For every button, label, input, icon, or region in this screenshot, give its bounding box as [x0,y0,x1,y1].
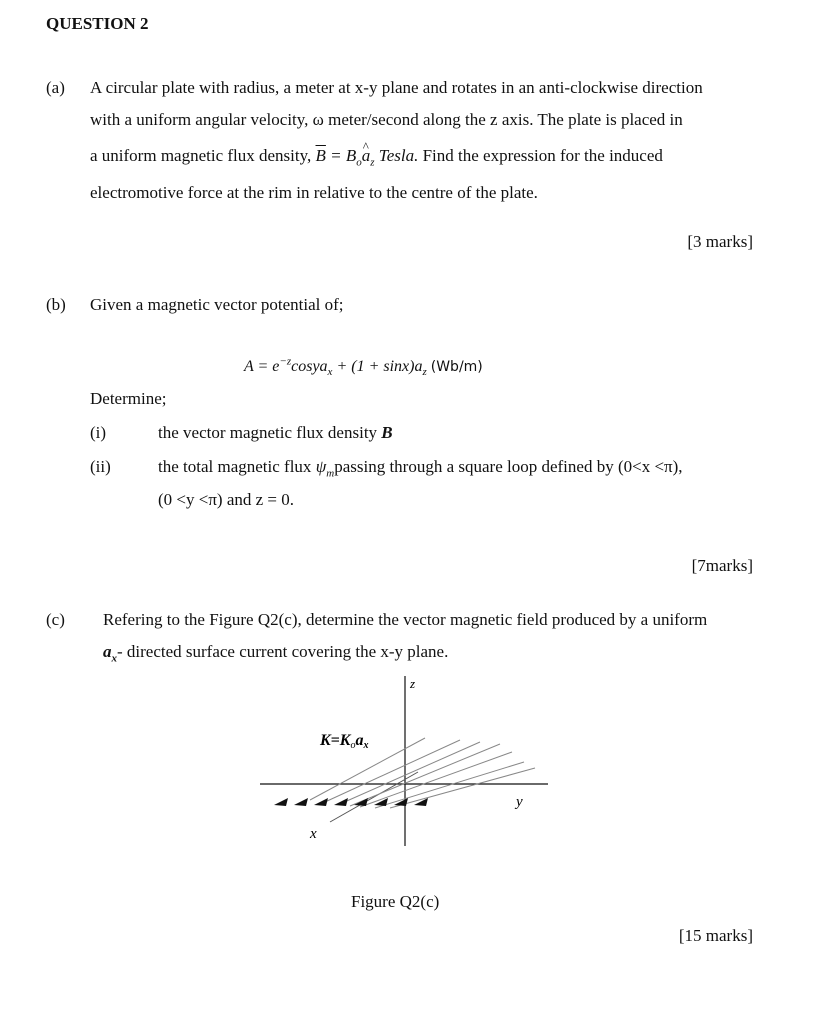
determine-label: Determine; [90,389,167,408]
item-i-text-main: the vector magnetic flux density [158,423,382,442]
item-ii-label: (ii) [90,457,111,476]
current-arrow [334,798,348,806]
vector-potential-equation: $A = e^{-z}cosya_x + (1 + \sin x)a_z$ (Wb/m) [244,355,483,379]
item-i-text [158,423,393,443]
part-b-label: (b) [46,295,66,314]
part-a-line-3-end: Find the expression for the induced [418,146,663,165]
current-arrow [314,798,328,806]
part-c-line-2-text: - directed surface current covering the x-y plane. [117,642,449,661]
item-ii-text-end: passing through a square loop defined by (0<x <π), [334,457,683,476]
part-c-marks: [15 marks] [678,926,753,945]
part-c-label: (c) [46,610,65,629]
part-b-intro: Given a magnetic vector potential of; [90,295,344,314]
part-a-line-3 [90,146,663,169]
question-title: QUESTION 2 [46,14,149,33]
part-b-marks: [7marks] [691,556,753,575]
item-ii-text [158,457,683,480]
surface-current-label: K=Koax [320,732,369,751]
part-c-line-2 [103,642,449,665]
current-arrow [354,798,368,806]
figure-q2c [250,668,560,858]
part-a-line-1: A circular plate with radius, a meter at x-y plane and rotates in an anti-clockwise direction [90,78,703,97]
flux-density-expression: $\overline{B}$ = $B_o\^{}$ $a_z$ Tesla. [316,146,419,165]
ax-symbol: $a_x$ [103,642,117,665]
item-i-label: (i) [90,423,107,442]
axis-y-label: y [516,794,523,810]
part-a-marks: [3 marks] [687,232,753,251]
part-a-line-4: electromotive force at the rim in relative to the centre of the plate. [90,183,538,202]
part-a-line-3-text: a uniform magnetic flux density, [90,146,316,165]
axis-x-label: x [310,826,317,842]
part-a-label: (a) [46,78,65,97]
figure-caption: Figure Q2(c) [351,892,440,911]
item-ii-text-start: the total magnetic flux [158,457,316,476]
current-arrow [294,798,308,806]
current-arrow [274,798,288,806]
item-i-bold: B [381,423,393,442]
item-ii-line-2: (0 <y <π) and z = 0. [158,490,295,509]
part-c-line-1: Refering to the Figure Q2(c), determine the vector magnetic field produced by a uniform [103,610,708,629]
axis-z-label: z [410,676,416,691]
equation-units: (Wb/m) [430,359,483,375]
flux-symbol: $\psi_m$ [315,457,335,480]
part-a-line-2: with a uniform angular velocity, ω meter/second along the z axis. The plate is placed in [90,110,683,129]
